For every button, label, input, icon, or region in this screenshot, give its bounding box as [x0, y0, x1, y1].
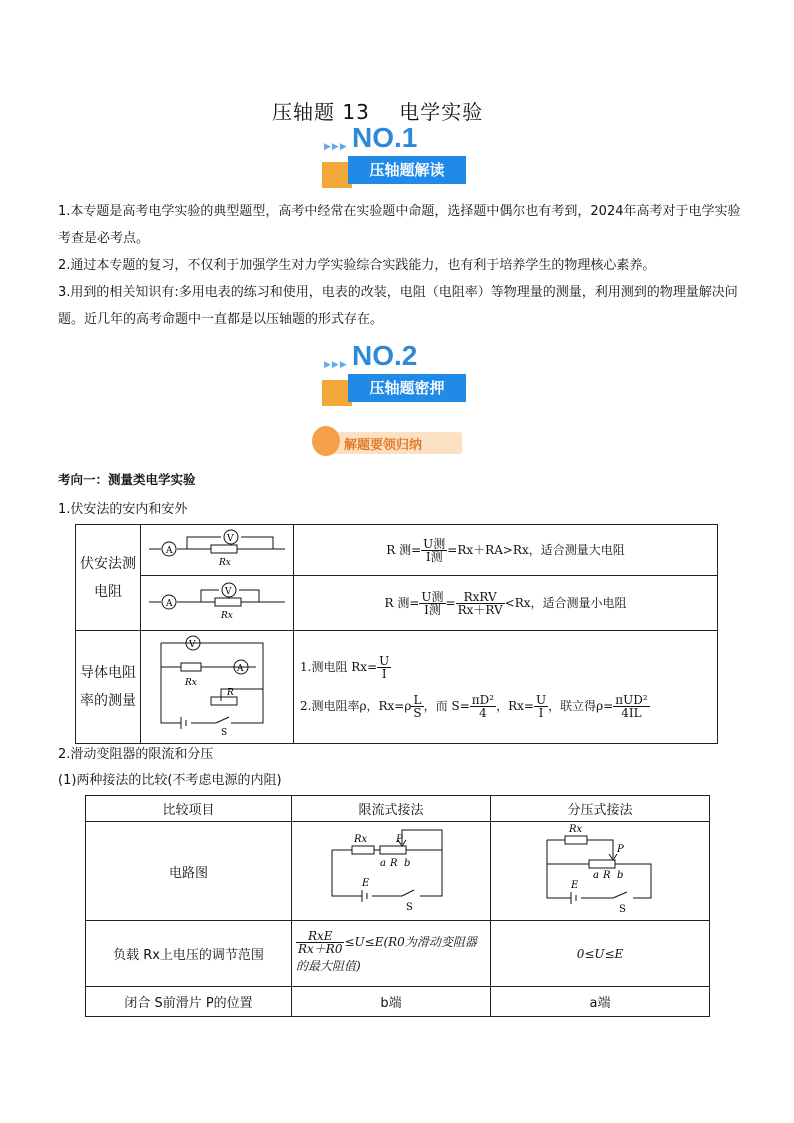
svg-text:V: V: [225, 587, 232, 597]
teacher-avatar-icon: [312, 426, 340, 456]
badge-no1: [322, 122, 470, 192]
ammeter-label: A: [166, 546, 173, 556]
svg-text:a: a: [380, 858, 386, 869]
svg-text:P: P: [396, 834, 403, 845]
arrow-icon: ▶▶▶: [324, 360, 348, 370]
section-heading: 考向一：测量类电学实验: [58, 472, 196, 487]
svg-text:Rx: Rx: [354, 834, 368, 845]
svg-text:Rx: Rx: [185, 678, 197, 688]
rheostat-table: [85, 795, 710, 1017]
badge-label: 压轴题解读: [348, 156, 466, 184]
intro-paragraph-1: 1.本专题是高考电学实验的典型题型，高考中经常在实验题中命题，选择题中偶尔也有考到，2024年高考对于电学实验考查是必考点。: [58, 204, 741, 246]
row-position-label: 闭合 S前滑片 P的位置: [86, 987, 292, 1017]
circuit-divider: [491, 822, 710, 921]
badge-number: NO.2: [352, 340, 418, 371]
row-circuit-label: 电路图: [86, 822, 292, 921]
circuit-external-ammeter: [141, 576, 294, 631]
voltmeter-label: V: [227, 534, 234, 544]
svg-text:P: P: [617, 844, 624, 855]
summary-banner-text: 解题要领归纳: [344, 438, 423, 453]
svg-text:V: V: [189, 640, 196, 650]
badge-number: NO.1: [352, 122, 418, 153]
voltammetry-table: [75, 524, 718, 744]
position-divider: a端: [491, 987, 710, 1017]
formula-resistivity: [294, 631, 718, 744]
header-compare: 比较项目: [86, 796, 292, 822]
header-divider: 分压式接法: [491, 796, 710, 822]
resistor-label: Rx: [219, 558, 231, 568]
svg-text:E: E: [571, 880, 579, 891]
svg-text:R: R: [390, 858, 398, 869]
range-divider: 0≤U≤E: [491, 921, 710, 987]
subheading-2: 2.滑动变阻器的限流和分压: [58, 747, 214, 762]
formula-external: R 测= $\frac{\text{U测}}{\text{I测}}$ = $\frac{\text{RxRV}}{Rx+RV}$ <Rx，适合测量小电阻: [294, 576, 718, 631]
row-label-voltammetry: 伏安法测电阻: [76, 525, 141, 631]
svg-text:R: R: [603, 870, 611, 881]
svg-text:R: R: [227, 688, 234, 698]
circuit-limit: [292, 822, 491, 921]
formula-line-2: 2.测电阻率ρ，Rx=ρ $\frac{L}{S}$ ，而 S= $\frac{\text{πD²}}{4}$ ，Rx= $\frac{U}{I}$ ，联立得ρ= $\frac{\text{πUD²}}{4IL}$: [300, 693, 648, 720]
svg-text:A: A: [166, 599, 173, 609]
formula-line-1: 1.测电阻 Rx= $\frac{U}{I}$: [300, 654, 390, 681]
svg-text:Rx: Rx: [221, 611, 233, 621]
header-limit: 限流式接法: [292, 796, 491, 822]
intro-paragraph-2: 2.通过本专题的复习，不仅利于加强学生对力学实验综合实践能力，也有利于培养学生的物理核心素养。: [58, 258, 656, 273]
circuit-internal-ammeter: [141, 525, 294, 576]
svg-text:b: b: [617, 870, 624, 881]
badge-label: 压轴题密押: [348, 374, 466, 402]
position-limit: b端: [292, 987, 491, 1017]
badge-no2: [322, 340, 470, 410]
circuit-resistivity: [141, 631, 294, 744]
svg-text:b: b: [404, 858, 411, 869]
svg-text:Rx: Rx: [569, 824, 583, 835]
subheading-2-1: (1)两种接法的比较(不考虑电源的内阻): [58, 773, 282, 788]
page-title: 压轴题 13 电学实验: [272, 100, 484, 124]
svg-text:a: a: [593, 870, 599, 881]
range-limit: $\frac{\text{RxE}}{Rx+R0}$ ≤U≤E(R0为滑动变阻器的最大阻值): [292, 921, 491, 987]
formula-internal: R 测= $\frac{\text{U测}}{\text{I测}}$ =Rx＋RA>Rx，适合测量大电阻: [294, 525, 718, 576]
svg-text:S: S: [406, 902, 413, 913]
arrow-icon: ▶▶▶: [324, 142, 348, 152]
svg-text:A: A: [237, 664, 244, 674]
intro-paragraph-3: 3.用到的相关知识有:多用电表的练习和使用，电表的改装，电阻（电阻率）等物理量的测量，利用测到的物理量解决问题。近几年的高考命题中一直都是以压轴题的形式存在。: [58, 285, 738, 327]
row-label-resistivity: 导体电阻率的测量: [76, 631, 141, 744]
subheading-1: 1.伏安法的安内和安外: [58, 502, 188, 517]
svg-text:S: S: [619, 904, 626, 915]
svg-text:E: E: [362, 878, 370, 889]
svg-text:S: S: [221, 728, 228, 738]
summary-banner: [312, 426, 460, 458]
row-range-label: 负载 Rx上电压的调节范围: [86, 921, 292, 987]
